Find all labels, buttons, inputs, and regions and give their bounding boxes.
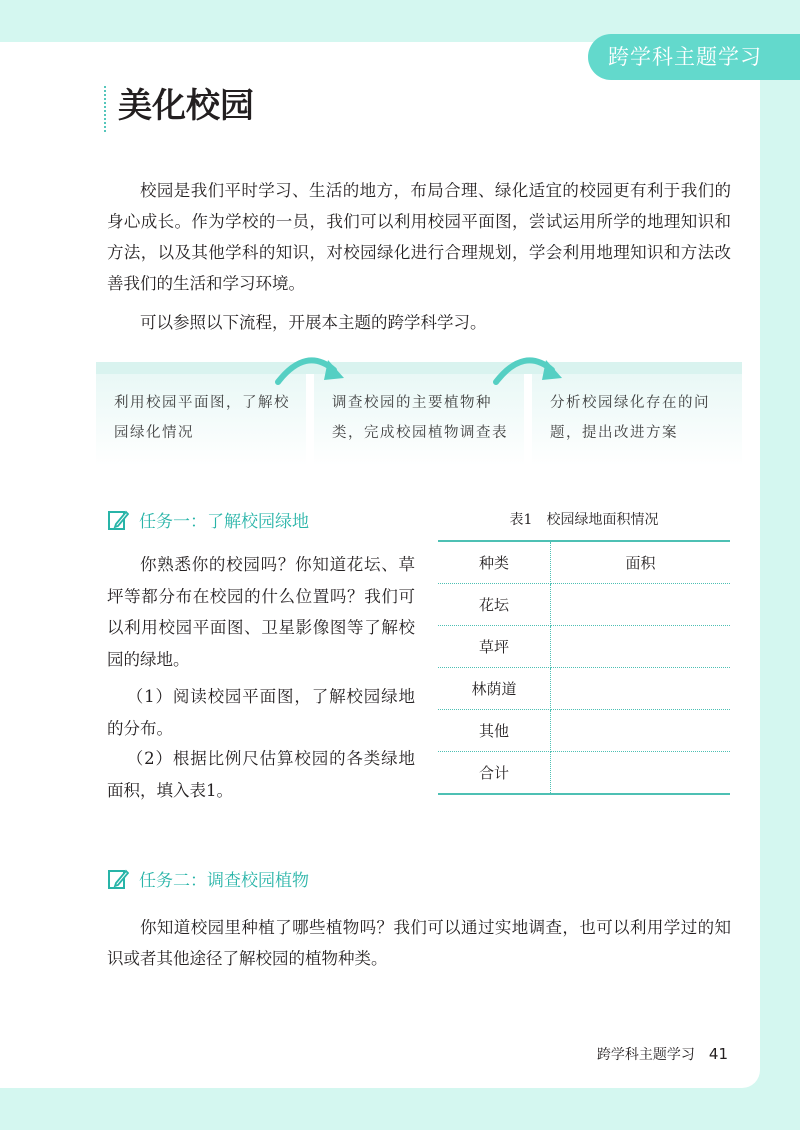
table-row	[438, 668, 730, 710]
table-cell-area	[551, 752, 731, 795]
flow-step-3	[532, 374, 742, 466]
flow-strip	[96, 362, 742, 374]
table-header-type: 种类	[438, 541, 551, 584]
table-cell-area	[551, 710, 731, 752]
flow-arrow-icon	[272, 352, 346, 386]
table-caption-text: 校园绿地面积情况	[546, 512, 659, 528]
table-row	[438, 752, 730, 795]
table-cell-type: 林荫道	[438, 668, 551, 710]
process-flow	[96, 362, 742, 466]
section-banner: 跨学科主题学习	[588, 34, 800, 80]
table-cell-area	[551, 584, 731, 626]
table-header-area: 面积	[551, 541, 731, 584]
task1-title: 任务一：了解校园绿地	[139, 512, 309, 532]
intro-paragraph-2: 可以参照以下流程，开展本主题的跨学科学习。	[140, 313, 487, 332]
flow-step-2-line2: 类，完成校园植物调查表	[332, 425, 508, 441]
flow-step-1-line2: 园绿化情况	[114, 425, 194, 441]
intro-paragraph: 校园是我们平时学习、生活的地方，布局合理、绿化适宜的校园更有利于我们的身心成长。作为学校的一员，我们可以利用校园平面图，尝试运用所学的地理知识和方法，以及其他学科的知识，对校园绿化进行合理规划，学会利用地理知识和方法改善我们的生活和学习环境。	[107, 181, 731, 293]
table-label: 表1	[509, 512, 533, 528]
flow-step-2-line1: 调查校园的主要植物种	[332, 395, 492, 411]
table-cell-type: 其他	[438, 710, 551, 752]
flow-step-1	[96, 374, 306, 466]
task2-heading	[107, 867, 309, 895]
task1-paragraph: 你熟悉你的校园吗？你知道花坛、草坪等都分布在校园的什么位置吗？我们可以利用校园平面图、卫星影像图等了解校园的绿地。	[107, 555, 415, 669]
table-cell-area	[551, 668, 731, 710]
table-cell-type: 合计	[438, 752, 551, 795]
table-row	[438, 584, 730, 626]
green-area-table	[438, 540, 730, 795]
task2-paragraph: 你知道校园里种植了哪些植物吗？我们可以通过实地调查，也可以利用学过的知识或者其他途径了解校园的植物种类。	[107, 918, 731, 968]
pencil-note-icon	[107, 509, 129, 531]
flow-step-3-line1: 分析校园绿化存在的问	[550, 395, 710, 411]
task2-title: 任务二：调查校园植物	[139, 871, 309, 891]
flow-step-1-line1: 利用校园平面图，了解校	[114, 395, 290, 411]
page-number: 41	[708, 1045, 728, 1063]
page-title: 美化校园	[118, 86, 254, 126]
flow-step-2	[314, 374, 524, 466]
task1-step-2: （2）根据比例尺估算校园的各类绿地面积，填入表1。	[107, 749, 415, 800]
table-caption	[438, 509, 730, 531]
flow-arrow-icon	[490, 352, 564, 386]
pencil-note-icon	[107, 868, 129, 890]
flow-step-3-line2: 题，提出改进方案	[550, 425, 678, 441]
title-divider	[104, 86, 106, 132]
table-header-row	[438, 541, 730, 584]
table-cell-type: 花坛	[438, 584, 551, 626]
task1-heading	[107, 508, 309, 536]
table-row	[438, 710, 730, 752]
task1-step-1: （1）阅读校园平面图，了解校园绿地的分布。	[107, 687, 415, 738]
table-cell-area	[551, 626, 731, 668]
page-footer	[597, 1042, 728, 1067]
footer-section: 跨学科主题学习	[596, 1047, 695, 1063]
table-row	[438, 626, 730, 668]
table-cell-type: 草坪	[438, 626, 551, 668]
